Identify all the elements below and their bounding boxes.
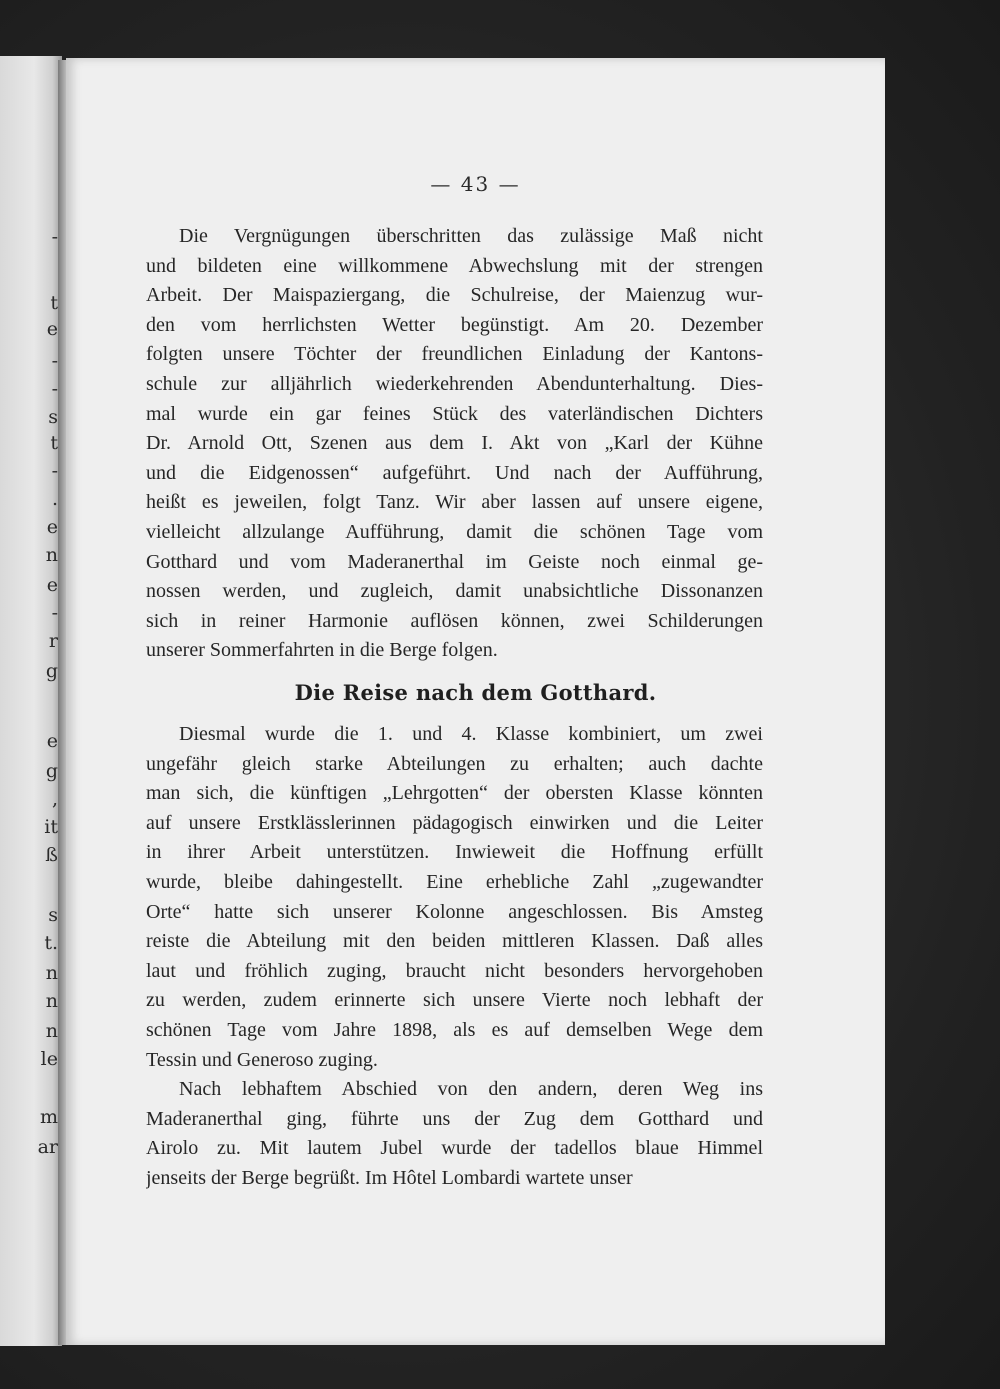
left-page-fragment: , [51,788,58,810]
left-page-fragment: s [48,904,58,926]
text-line: zu werden, zudem erinnerte sich unsere Vierte noch lebhaft der [146,989,763,1012]
text-line: den vom herrlichsten Wetter begünstigt. Am 20. Dezember [146,313,763,336]
text-line: jenseits der Berge begrüßt. Im Hôtel Lombardi wartete unser [146,1166,633,1189]
text-line: folgten unsere Töchter der freundlichen Einladung der Kantons- [146,343,763,366]
text-line: schule zur alljährlich wiederkehrenden Abendunterhaltung. Dies- [146,372,763,395]
previous-page-edge [0,56,62,1346]
left-page-fragment: t. [44,932,58,954]
text-line: Maderanerthal ging, führte uns der Zug dem Gotthard und [146,1107,763,1130]
text-line: laut und fröhlich zuging, braucht nicht besonders hervorgehoben [146,959,763,982]
text-line: wurde, bleibe dahingestellt. Eine erhebliche Zahl „zugewandter [146,870,763,893]
paragraph-1 [146,222,763,666]
left-page-fragment: - [51,460,58,482]
text-line: ungefähr gleich starke Abteilungen zu erhalten; auch dachte [146,752,763,775]
text-line: vielleicht allzulange Aufführung, damit die schönen Tage vom [146,520,763,543]
paragraph-2 [146,720,763,1075]
text-line: reiste die Abteilung mit den beiden mittleren Klassen. Daß alles [146,930,763,953]
left-page-fragment: g [45,660,58,682]
left-page-fragment: n [45,990,58,1012]
text-line: unserer Sommerfahrten in die Berge folgen. [146,639,498,662]
left-page-fragment: e [46,730,58,752]
left-page-fragment: e [46,516,58,538]
section-heading: Die Reise nach dem Gotthard. [294,680,657,705]
left-page-fragment: e [46,574,58,596]
left-page-fragment: m [39,1106,58,1128]
left-page-fragment: ß [45,844,58,866]
left-page-fragment: t [50,432,58,454]
text-line: heißt es jeweilen, folgt Tanz. Wir aber lassen auf unsere eigene, [146,491,763,514]
text-line: nossen werden, und zugleich, damit unabsichtliche Dissonanzen [146,580,763,603]
left-page-fragment: t [50,292,58,314]
text-line: sich in reiner Harmonie auflösen können, zwei Schilderungen [146,609,763,632]
text-line: Tessin und Generoso zuging. [146,1048,378,1071]
text-line: Dr. Arnold Ott, Szenen aus dem I. Akt von „Karl der Kühne [146,432,763,455]
left-page-fragment: it [44,816,58,838]
text-line: Gotthard und vom Maderanerthal im Geiste noch einmal ge- [146,550,763,573]
left-page-fragment: - [51,350,58,372]
paragraph-3 [146,1075,763,1193]
left-page-fragment: - [51,602,58,624]
left-page-fragment: . [51,488,58,510]
left-page-fragment: - [51,378,58,400]
text-line: und die Eidgenossen“ aufgeführt. Und nach der Aufführung, [146,461,763,484]
text-line: Nach lebhaftem Abschied von den andern, deren Weg ins [179,1078,763,1100]
text-line: Diesmal wurde die 1. und 4. Klasse kombiniert, um zwei [179,723,763,745]
text-line: mal wurde ein gar feines Stück des vaterländischen Dichters [146,402,763,425]
page-number: — 43 — [430,172,521,196]
left-page-fragment: - [51,226,58,248]
left-page-fragment: ar [37,1136,58,1158]
text-line: und bildeten eine willkommene Abwechslung mit der strengen [146,254,763,277]
left-page-fragment: s [48,406,58,428]
book-page [66,58,885,1345]
text-line: Airolo zu. Mit lautem Jubel wurde der tadellos blaue Himmel [146,1137,763,1160]
text-line: Arbeit. Der Maispaziergang, die Schulreise, der Maienzug wur- [146,284,763,307]
text-line: man sich, die künftigen „Lehrgotten“ der obersten Klasse könnten [146,782,763,805]
text-line: Die Vergnügungen überschritten das zulässige Maß nicht [179,225,763,247]
text-line: Orte“ hatte sich unserer Kolonne angeschlossen. Bis Amsteg [146,900,763,923]
left-page-fragment: g [45,760,58,782]
text-line: schönen Tage vom Jahre 1898, als es auf demselben Wege dem [146,1018,763,1041]
text-line: in ihrer Arbeit unterstützen. Inwieweit die Hoffnung erfüllt [146,841,763,864]
left-page-fragment: le [40,1048,58,1070]
left-page-fragment: n [45,1020,58,1042]
text-line: auf unsere Erstklässlerinnen pädagogisch einwirken und die Leiter [146,811,763,834]
left-page-fragment: n [45,544,58,566]
left-page-fragment: r [48,630,58,652]
left-page-fragment: e [46,318,58,340]
left-page-fragment: n [45,962,58,984]
